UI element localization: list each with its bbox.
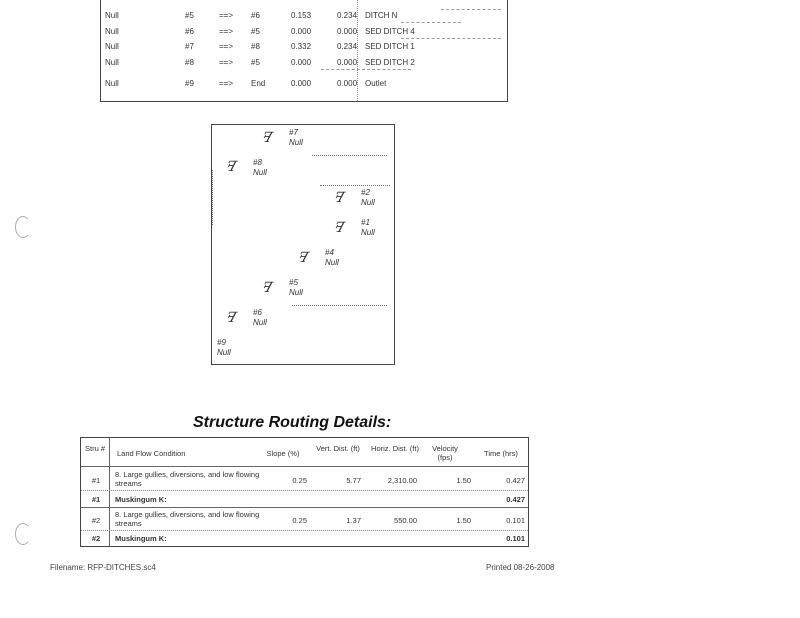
node-label: Null — [289, 288, 303, 297]
dotted-line — [312, 155, 387, 156]
to-structure: #8 — [251, 42, 260, 51]
printed-date-footer: Printed 08-26-2008 — [486, 563, 555, 572]
structure-symbol-icon: ꟻ — [331, 190, 347, 206]
node-id: #8 — [253, 158, 262, 167]
value-2: 0.000 — [337, 58, 358, 67]
value-1: 0.000 — [291, 58, 312, 67]
stru-number: #2 — [91, 516, 101, 525]
structure-name: Null — [105, 58, 119, 67]
dotted-line — [212, 170, 213, 225]
value-1: 0.000 — [291, 79, 312, 88]
vert-dist-value: 1.37 — [346, 516, 361, 525]
dashed-line — [441, 9, 501, 10]
section-title: Structure Routing Details: — [193, 414, 392, 431]
vert-dist-value: 5.77 — [346, 476, 361, 485]
node-label: Null — [325, 258, 339, 267]
schematic-node — [361, 218, 375, 238]
from-structure: #7 — [185, 42, 194, 51]
node-label: Null — [361, 198, 375, 207]
value-1: 0.000 — [291, 27, 312, 36]
table-row — [101, 56, 507, 70]
structure-symbol-icon: ꟻ — [295, 250, 311, 266]
schematic-node — [361, 188, 375, 208]
table-row — [101, 40, 507, 54]
structure-description: SED DITCH 1 — [365, 42, 415, 51]
routing-schematic — [211, 124, 395, 365]
header-velocity: Velocity (fps) — [432, 444, 458, 462]
header-stru: Stru # — [84, 444, 105, 453]
value-2: 0.000 — [337, 27, 358, 36]
from-structure: #6 — [185, 27, 194, 36]
node-label: Null — [289, 138, 303, 147]
header-slope: Slope (%) — [266, 449, 300, 458]
velocity-value: 1.50 — [456, 516, 471, 525]
schematic-node — [325, 248, 339, 268]
time-value: 0.427 — [506, 476, 525, 485]
to-structure: #5 — [251, 58, 260, 67]
punch-hole — [15, 523, 31, 545]
node-id: #4 — [325, 248, 334, 257]
land-flow-condition: 8. Large gullies, diversions, and low flowing streams — [115, 470, 260, 488]
structure-symbol-icon: ꟻ — [331, 220, 347, 236]
structure-symbol-icon: ꟻ — [259, 280, 275, 296]
filename-footer: Filename: RFP-DITCHES.sc4 — [50, 563, 156, 572]
dashed-line — [401, 22, 461, 23]
punch-hole — [15, 216, 31, 238]
route-arrow: ==> — [219, 58, 234, 67]
row-divider — [81, 530, 528, 531]
value-2: 0.234 — [337, 11, 358, 20]
structure-symbol-icon: ꟻ — [259, 130, 275, 146]
node-label: Null — [253, 318, 267, 327]
land-flow-condition: 8. Large gullies, diversions, and low flowing streams — [115, 510, 260, 528]
node-label: Null — [361, 228, 375, 237]
value-2: 0.234 — [337, 42, 358, 51]
table-row — [101, 77, 507, 91]
node-id: #9 — [217, 338, 226, 347]
from-structure: #5 — [185, 11, 194, 20]
from-structure: #9 — [185, 79, 194, 88]
stru-number: #2 — [91, 534, 101, 543]
header-horiz: Horiz. Dist. (ft) — [371, 444, 419, 453]
node-label: Null — [217, 348, 231, 357]
structure-table — [100, 0, 508, 102]
schematic-node — [253, 308, 267, 328]
structure-description: SED DITCH 2 — [365, 58, 415, 67]
table-row — [101, 9, 507, 23]
stru-number: #1 — [91, 495, 101, 504]
velocity-value: 1.50 — [456, 476, 471, 485]
slope-value: 0.25 — [292, 516, 307, 525]
muskingum-value: 0.427 — [506, 495, 525, 504]
dotted-line — [292, 305, 387, 306]
to-structure: #5 — [251, 27, 260, 36]
routing-details-table — [80, 437, 529, 547]
value-1: 0.153 — [291, 11, 312, 20]
table-row — [101, 25, 507, 39]
value-1: 0.332 — [291, 42, 312, 51]
route-arrow: ==> — [219, 11, 234, 20]
structure-symbol-icon: ꟻ — [223, 159, 239, 175]
dashed-line — [401, 38, 501, 39]
row-divider — [81, 490, 528, 491]
structure-description: Outlet — [365, 79, 387, 88]
time-value: 0.101 — [506, 516, 525, 525]
header-vert: Vert. Dist. (ft) — [316, 444, 360, 453]
slope-value: 0.25 — [292, 476, 307, 485]
header-divider — [81, 466, 528, 467]
horiz-dist-value: 550.00 — [394, 516, 417, 525]
stru-number: #1 — [91, 476, 101, 485]
dotted-line — [320, 185, 390, 186]
row-divider — [81, 507, 528, 508]
node-id: #2 — [361, 188, 370, 197]
dashed-line — [321, 69, 411, 70]
structure-name: Null — [105, 42, 119, 51]
schematic-node — [289, 278, 303, 298]
route-arrow: ==> — [219, 79, 234, 88]
node-id: #1 — [361, 218, 370, 227]
to-structure: #6 — [251, 11, 260, 20]
structure-description: DITCH N — [365, 11, 398, 20]
horiz-dist-value: 2,310.00 — [387, 476, 417, 485]
muskingum-label: Muskingum K: — [115, 495, 167, 504]
structure-symbol-icon: ꟻ — [223, 310, 239, 326]
schematic-node — [217, 338, 231, 358]
header-condition: Land Flow Condition — [117, 449, 186, 458]
from-structure: #8 — [185, 58, 194, 67]
route-arrow: ==> — [219, 42, 234, 51]
muskingum-value: 0.101 — [506, 534, 525, 543]
to-structure: End — [251, 79, 266, 88]
node-id: #6 — [253, 308, 262, 317]
structure-name: Null — [105, 11, 119, 20]
value-2: 0.000 — [337, 79, 358, 88]
node-id: #7 — [289, 128, 298, 137]
node-id: #5 — [289, 278, 298, 287]
muskingum-label: Muskingum K: — [115, 534, 167, 543]
schematic-node — [289, 128, 303, 148]
structure-name: Null — [105, 79, 119, 88]
header-time: Time (hrs) — [484, 449, 518, 458]
structure-description: SED DITCH 4 — [365, 27, 415, 36]
node-label: Null — [253, 168, 267, 177]
schematic-node — [253, 158, 267, 178]
route-arrow: ==> — [219, 27, 234, 36]
structure-name: Null — [105, 27, 119, 36]
